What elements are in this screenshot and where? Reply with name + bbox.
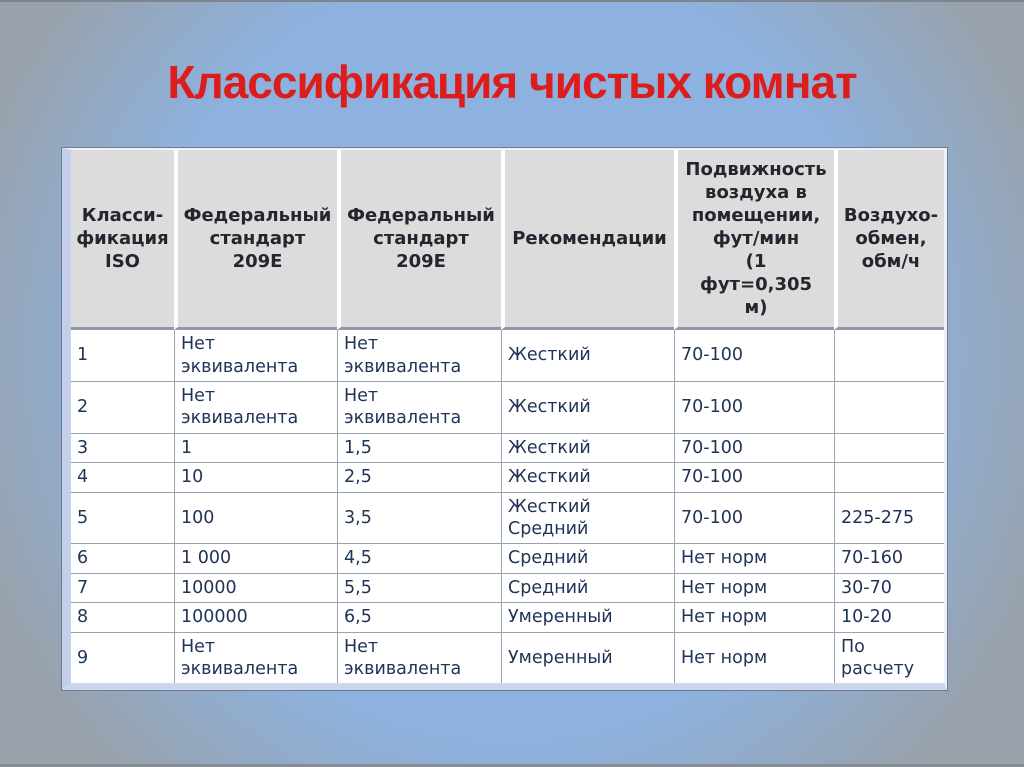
table-cell: 70-100 <box>674 382 834 434</box>
table-cell: 1 <box>174 434 337 463</box>
table-row <box>71 330 944 382</box>
table-cell: 70-160 <box>834 544 944 573</box>
table-row <box>71 382 944 434</box>
column-header: Класси- фикация ISO <box>71 150 174 330</box>
table-row <box>71 463 944 492</box>
table-cell: Умеренный <box>501 633 674 684</box>
table-cell: 100000 <box>174 603 337 632</box>
table-cell: 2,5 <box>337 463 501 492</box>
table-cell: 5,5 <box>337 574 501 603</box>
table-cell: 8 <box>71 603 174 632</box>
table-cell: Нет норм <box>674 544 834 573</box>
table-cell <box>834 434 944 463</box>
slide-title: Классификация чистых комнат <box>167 56 857 108</box>
table-cell: Нет эквивалента <box>337 633 501 684</box>
table-cell: Нет эквивалента <box>174 330 337 382</box>
column-header: Воздухо- обмен, обм/ч <box>834 150 944 330</box>
table-cell: 1 <box>71 330 174 382</box>
table-cell: 3 <box>71 434 174 463</box>
table-cell: 70-100 <box>674 434 834 463</box>
table-cell: 9 <box>71 633 174 684</box>
column-header: Федеральный стандарт 209E <box>337 150 501 330</box>
table-cell: Жесткий <box>501 434 674 463</box>
table-row <box>71 574 944 603</box>
table-cell: 4 <box>71 463 174 492</box>
table-cell: 70-100 <box>674 463 834 492</box>
table-cell: Нет эквивалента <box>174 382 337 434</box>
table-cell: 30-70 <box>834 574 944 603</box>
table-cell: Нет эквивалента <box>174 633 337 684</box>
table-cell: 7 <box>71 574 174 603</box>
table-cell <box>834 463 944 492</box>
slide-top-edge <box>0 0 1024 2</box>
table-cell: Жесткий Средний <box>501 493 674 545</box>
table-cell: 3,5 <box>337 493 501 545</box>
table-cell: 4,5 <box>337 544 501 573</box>
table-cell: 70-100 <box>674 330 834 382</box>
table-cell: Нет эквивалента <box>337 330 501 382</box>
table-cell: 100 <box>174 493 337 545</box>
table-row <box>71 493 944 545</box>
table-cell: Жесткий <box>501 463 674 492</box>
table-cell: По расчету <box>834 633 944 684</box>
column-header: Федеральный стандарт 209E <box>174 150 337 330</box>
table-row <box>71 603 944 632</box>
table-cell: Жесткий <box>501 330 674 382</box>
table-cell: 70-100 <box>674 493 834 545</box>
table-cell: Нет норм <box>674 574 834 603</box>
table-cell: 1,5 <box>337 434 501 463</box>
table-cell: 6 <box>71 544 174 573</box>
table-cell: Нет норм <box>674 603 834 632</box>
table-cell: 1 000 <box>174 544 337 573</box>
cleanroom-classification-table <box>71 150 944 683</box>
table-cell: Средний <box>501 574 674 603</box>
table-cell <box>834 330 944 382</box>
column-header: Подвижность воздуха в помещении, фут/мин (1 фут=0,305 м) <box>674 150 834 330</box>
table-cell: 6,5 <box>337 603 501 632</box>
table-cell: 2 <box>71 382 174 434</box>
table-cell: Жесткий <box>501 382 674 434</box>
table-cell: Средний <box>501 544 674 573</box>
table-cell: 225-275 <box>834 493 944 545</box>
table-cell: Нет норм <box>674 633 834 684</box>
column-header: Рекомендации <box>501 150 674 330</box>
table-row <box>71 633 944 684</box>
table-cell: Умеренный <box>501 603 674 632</box>
table-cell: 10000 <box>174 574 337 603</box>
table-row <box>71 544 944 573</box>
table-frame <box>62 148 947 690</box>
table-cell <box>834 382 944 434</box>
table-cell: Нет эквивалента <box>337 382 501 434</box>
table-row <box>71 434 944 463</box>
table-cell: 5 <box>71 493 174 545</box>
table-cell: 10 <box>174 463 337 492</box>
header-row <box>71 150 944 330</box>
table-cell: 10-20 <box>834 603 944 632</box>
